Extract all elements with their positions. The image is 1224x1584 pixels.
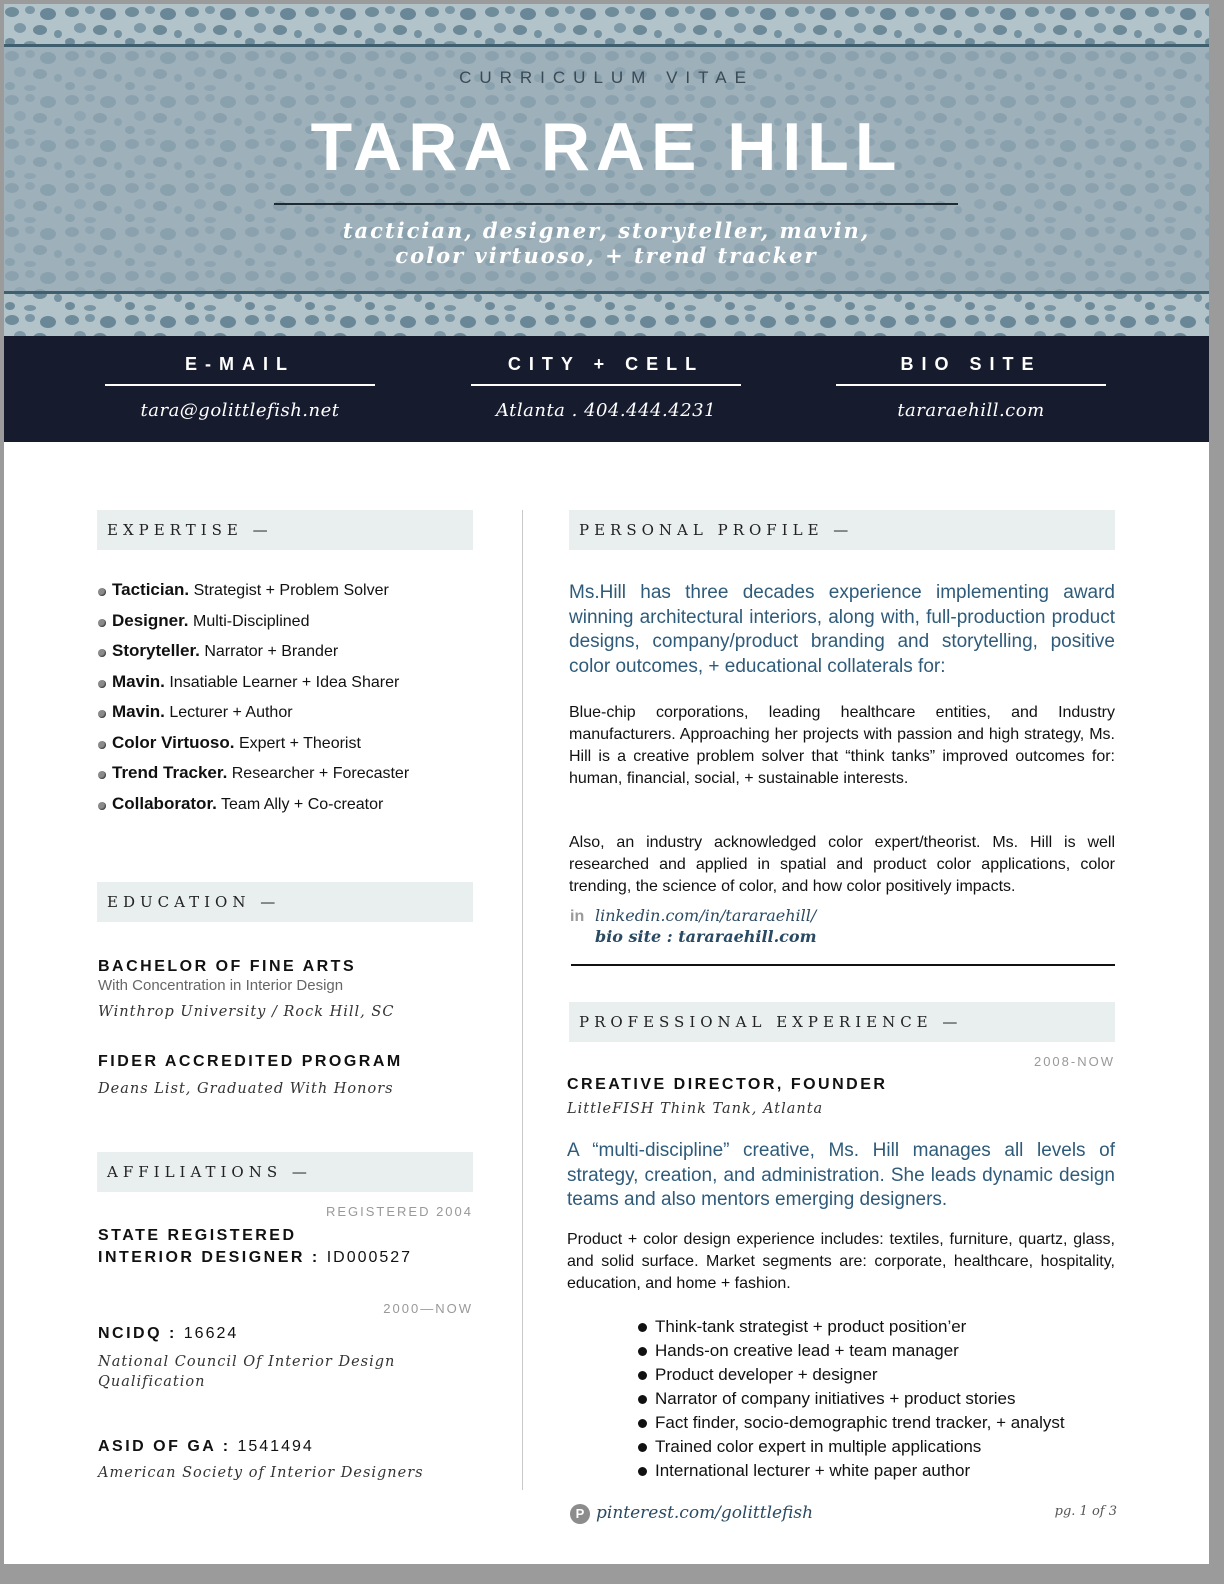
list-item: Trend Tracker. Researcher + Forecaster (98, 763, 498, 794)
contact-email (105, 336, 375, 442)
registration-code: ID000527 (326, 1249, 413, 1266)
list-item: Collaborator. Team Ally + Co-creator (98, 794, 498, 825)
list-item: Mavin. Insatiable Learner + Idea Sharer (98, 672, 498, 703)
experience-heading: PROFESSIONAL EXPERIENCE — (569, 1002, 1115, 1042)
company: LittleFISH Think Tank, Atlanta (567, 1101, 824, 1117)
cv-page (4, 4, 1209, 1564)
contact-heading: CITY + CELL (507, 354, 705, 374)
profile-rule (571, 964, 1115, 966)
job-bullet-list (636, 1315, 1065, 1483)
ncidq-date: 2000—NOW (383, 1301, 473, 1316)
bullet-icon (98, 710, 106, 718)
registration-title-line-1: STATE REGISTERED (98, 1227, 297, 1244)
bullet-icon (98, 741, 106, 749)
pinterest-link[interactable]: pinterest.com/golittlefish (596, 1503, 814, 1523)
bullet-icon (98, 680, 106, 688)
profile-lead: Ms.Hill has three decades experience implementing award winning architectural interiors, along with, full-production product designs, company/product branding and storytelling, positive color outcomes, + educational collaterals for: (569, 582, 1115, 677)
job-lead: A “multi-discipline” creative, Ms. Hill manages all levels of strategy, creation, and administration. She leads dynamic design teams and also mentors emerging designers. (567, 1140, 1115, 1210)
personal-profile-heading: PERSONAL PROFILE — (569, 510, 1115, 550)
job-title: CREATIVE DIRECTOR, FOUNDER (567, 1076, 888, 1093)
bullet-icon (98, 649, 106, 657)
header-banner (4, 4, 1209, 336)
degree-concentration: With Concentration in Interior Design (98, 977, 344, 994)
email-link[interactable]: tara@golittlefish.net (140, 400, 340, 421)
ncidq-code: 16624 (183, 1325, 239, 1342)
bullet-icon (98, 619, 106, 627)
list-item: Storyteller. Narrator + Brander (98, 641, 498, 672)
header-rule (274, 203, 958, 205)
candidate-name: TARA RAE HILL (310, 109, 903, 185)
contact-bio-site (836, 336, 1106, 442)
list-item: Fact finder, socio-demographic trend tracker, + analyst (636, 1411, 1065, 1435)
school: Winthrop University / Rock Hill, SC (98, 1004, 395, 1020)
affiliations-heading: AFFILIATIONS — (97, 1152, 473, 1192)
honors: Deans List, Graduated With Honors (98, 1081, 394, 1097)
linkedin-icon: in (570, 908, 585, 925)
profile-paragraph-1: Blue-chip corporations, leading healthcare entities, and Industry manufacturers. Approaching her projects with passion and high strategy, Ms. Hill is a creative problem solver that “think tanks” improved outcomes for: human, financial, social, + sustainable interests. (569, 704, 1115, 787)
list-item: Tactician. Strategist + Problem Solver (98, 580, 498, 611)
bullet-icon (98, 771, 106, 779)
contact-rule (836, 384, 1106, 386)
bio-site-link[interactable]: bio site : tararaehill.com (595, 927, 817, 946)
contact-heading: BIO SITE (900, 354, 1042, 374)
bio-site-link[interactable]: tararaehill.com (897, 400, 1045, 421)
degree-title: BACHELOR OF FINE ARTS (98, 958, 357, 975)
asid-code: 1541494 (237, 1438, 314, 1455)
page-number: pg. 1 of 3 (1054, 1504, 1117, 1519)
list-item: Narrator of company initiatives + product stories (636, 1387, 1065, 1411)
list-item: Mavin. Lecturer + Author (98, 702, 498, 733)
program-title: FIDER ACCREDITED PROGRAM (98, 1053, 403, 1070)
list-item: Hands-on creative lead + team manager (636, 1339, 1065, 1363)
contact-heading: E-MAIL (185, 354, 295, 374)
job-paragraph: Product + color design experience includes: textiles, furniture, quartz, glass, and solid surface. Market segments are: corporate, healthcare, hospitality, education, and home + fashion. (567, 1231, 1115, 1292)
linkedin-link[interactable]: linkedin.com/in/tararaehill/ (595, 906, 817, 925)
pinterest-icon: P (570, 1504, 590, 1524)
ncidq-title: NCIDQ : 16624 (98, 1325, 239, 1342)
asid-description: American Society of Interior Designers (98, 1465, 424, 1481)
registration-title-line-2: INTERIOR DESIGNER : ID000527 (98, 1249, 413, 1266)
profile-paragraph-2: Also, an industry acknowledged color expert/theorist. Ms. Hill is well researched and applied in spatial and product color applications, color trending, the science of color, and how color positively impacts. (569, 834, 1115, 895)
expertise-heading: EXPERTISE — (97, 510, 473, 550)
contact-bar (4, 336, 1209, 442)
list-item: International lecturer + white paper author (636, 1459, 1065, 1483)
list-item: Designer. Multi-Disciplined (98, 611, 498, 642)
list-item: Color Virtuoso. Expert + Theorist (98, 733, 498, 764)
expertise-list (98, 580, 498, 824)
contact-city-cell (471, 336, 741, 442)
column-divider (522, 510, 523, 1490)
phone-link[interactable]: Atlanta . 404.444.4231 (495, 400, 717, 421)
tagline-line-1: tactician, designer, storyteller, mavin, (342, 218, 871, 243)
cv-label: CURRICULUM VITAE (459, 68, 754, 87)
bullet-icon (98, 588, 106, 596)
ncidq-description: National Council Of Interior Design Qualification (98, 1354, 396, 1390)
bullet-icon (98, 802, 106, 810)
contact-rule (471, 384, 741, 386)
registration-date: REGISTERED 2004 (325, 1204, 473, 1219)
contact-rule (105, 384, 375, 386)
education-heading: EDUCATION — (97, 882, 473, 922)
tagline-line-2: color virtuoso, + trend tracker (395, 243, 818, 268)
list-item: Trained color expert in multiple applications (636, 1435, 1065, 1459)
tagline (4, 218, 1209, 268)
list-item: Think-tank strategist + product position’er (636, 1315, 1065, 1339)
job-date: 2008-NOW (1033, 1054, 1115, 1069)
list-item: Product developer + designer (636, 1363, 1065, 1387)
asid-title: ASID OF GA : 1541494 (98, 1438, 314, 1455)
